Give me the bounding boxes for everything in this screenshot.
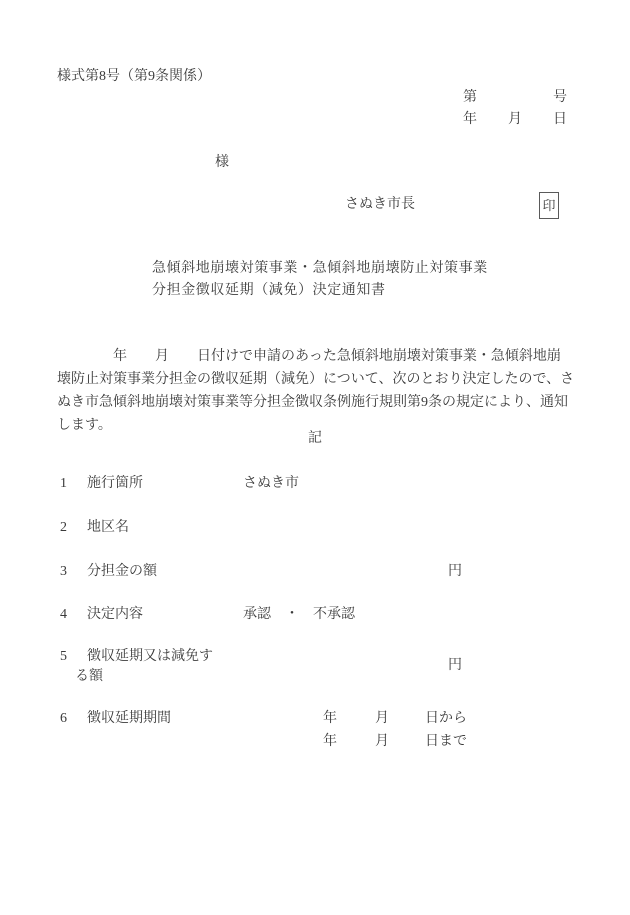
item-6-to-year: 年 <box>323 734 337 749</box>
body-paragraph-line4: します。 <box>57 418 112 433</box>
item-4-number: 4 <box>60 607 67 622</box>
item-3-number: 3 <box>60 564 67 579</box>
item-6-label: 徴収延期期間 <box>87 711 171 726</box>
date-month-label: 月 <box>508 112 522 127</box>
item-6-number: 6 <box>60 711 67 726</box>
form-number: 様式第8号（第9条関係） <box>57 69 211 84</box>
item-1-number: 1 <box>60 476 67 491</box>
addressee-suffix: 様 <box>215 155 229 170</box>
item-3-unit: 円 <box>448 564 462 579</box>
sender-title: さぬき市長 <box>345 197 415 212</box>
item-6-from-year: 年 <box>323 711 337 726</box>
item-4-label: 決定内容 <box>87 607 143 622</box>
issue-date-line <box>463 111 567 128</box>
item-6-from-day: 日から <box>425 711 467 726</box>
item-5-label-line1: 徴収延期又は減免す <box>87 649 213 664</box>
seal-box <box>539 192 559 219</box>
doc-number-line <box>463 89 567 106</box>
document-title-line2: 分担金徴収延期（減免）決定通知書 <box>152 283 386 298</box>
item-2-label: 地区名 <box>87 520 129 535</box>
item-5-number: 5 <box>60 649 67 664</box>
seal-icon: 印 <box>542 198 556 213</box>
doc-number-prefix: 第 <box>463 90 477 105</box>
item-2-number: 2 <box>60 520 67 535</box>
item-6-from-month: 月 <box>375 711 389 726</box>
item-6-to-month: 月 <box>375 734 389 749</box>
date-year-label: 年 <box>463 112 477 127</box>
item-5-unit: 円 <box>448 658 462 673</box>
doc-number-suffix: 号 <box>553 90 567 105</box>
document-title-line1: 急傾斜地崩壊対策事業・急傾斜地崩壊防止対策事業 <box>152 261 488 276</box>
item-3-label: 分担金の額 <box>87 564 157 579</box>
body-paragraph-line3: ぬき市急傾斜地崩壊対策事業等分担金徴収条例施行規則第9条の規定により、通知 <box>57 395 568 410</box>
item-1-label: 施行箇所 <box>87 476 143 491</box>
item-5-label-line2: る額 <box>75 669 103 684</box>
body-paragraph-line1: 年 月 日付けで申請のあった急傾斜地崩壊対策事業・急傾斜地崩 <box>57 349 561 364</box>
item-6-to-day: 日まで <box>425 734 467 749</box>
ki-marker: 記 <box>308 431 322 446</box>
item-1-value: さぬき市 <box>243 476 299 491</box>
body-paragraph-line2: 壊防止対策事業分担金の徴収延期（減免）について、次のとおり決定したので、さ <box>57 372 575 387</box>
item-4-value: 承認 ・ 不承認 <box>243 607 355 622</box>
date-day-label: 日 <box>553 112 567 127</box>
